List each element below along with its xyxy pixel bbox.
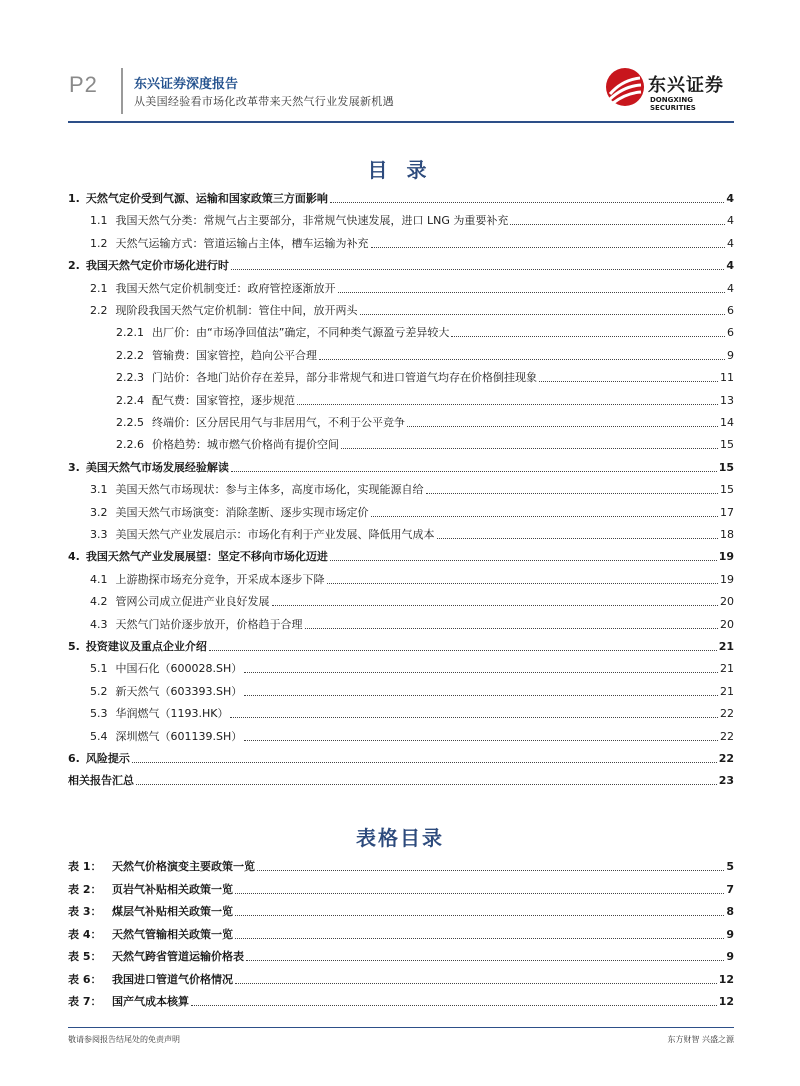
toc-entry[interactable] [68, 300, 734, 318]
toc-entry[interactable] [68, 390, 734, 408]
toc-entry[interactable] [68, 457, 734, 475]
table-toc-entry[interactable] [68, 924, 734, 942]
toc-leader-dots [272, 604, 719, 606]
toc-entry-page: 4 [726, 259, 734, 273]
toc-entry-title: 现阶段我国天然气定价机制：管住中间，放开两头 [115, 304, 358, 317]
table-toc-page: 9 [726, 927, 734, 941]
table-toc-leader-dots [235, 914, 724, 916]
table-toc-number: 表 2： [68, 882, 102, 896]
toc-leader-dots [230, 716, 718, 718]
toc-leader-dots [426, 492, 719, 494]
toc-entry-page: 21 [720, 662, 734, 676]
table-toc-entry[interactable] [68, 946, 734, 964]
toc-leader-dots [407, 425, 718, 427]
toc-entry[interactable] [68, 233, 734, 251]
table-toc-number: 表 7： [68, 995, 102, 1008]
table-toc-number: 表 1： [68, 860, 102, 873]
toc-entry-number: 4.2 [90, 595, 108, 609]
table-toc-leader-dots [191, 1004, 717, 1006]
toc-entry-title: 美国天然气市场现状：参与主体多，高度市场化，实现能源自给 [115, 483, 424, 497]
toc-entry[interactable] [68, 278, 734, 296]
table-toc-page: 7 [726, 882, 734, 896]
toc-entry-number: 2.2.4 [116, 393, 144, 407]
toc-entry-title: 美国天然气市场发展经验解读 [85, 460, 229, 474]
toc-entry-title: 相关报告汇总 [68, 774, 134, 788]
toc-entry-number: 2.2 [90, 304, 108, 317]
table-toc-leader-dots [235, 892, 724, 894]
toc-entry-page: 13 [720, 393, 734, 407]
toc-entry-page: 6 [727, 326, 734, 340]
table-toc-leader-dots [246, 959, 724, 961]
toc-leader-dots [451, 335, 725, 337]
toc-entry-page: 19 [720, 572, 734, 586]
toc-entry-number: 2.2.6 [116, 438, 144, 452]
toc-entry-title: 我国天然气分类：常规气占主要部分，非常规气快速发展，进口 LNG 为重要补充 [115, 214, 509, 228]
table-toc-page: 5 [726, 860, 734, 873]
toc-leader-dots [305, 627, 719, 629]
logo-english-name: DONGXING SECURITIES [650, 96, 696, 112]
toc-leader-dots [330, 201, 725, 203]
report-series: 东兴证券深度报告 [134, 77, 239, 92]
toc-entry[interactable] [68, 345, 734, 363]
toc-entry-title: 天然气定价受到气源、运输和国家政策三方面影响 [85, 192, 328, 205]
toc-entry[interactable] [68, 591, 734, 609]
toc-entry-title: 天然气运输方式：管道运输占主体，槽车运输为补充 [115, 236, 369, 250]
toc-leader-dots [132, 761, 717, 763]
toc-entry-title: 新天然气（603393.SH） [115, 684, 243, 698]
toc-entry-page: 15 [718, 460, 734, 474]
table-toc-title: 表格目录 [356, 826, 444, 850]
toc-leader-dots [244, 671, 718, 673]
toc-entry-title: 上游勘探市场充分竞争，开采成本逐步下降 [115, 572, 325, 586]
toc-entry-number: 4.3 [90, 617, 108, 631]
toc-leader-dots [539, 380, 718, 382]
table-toc-title: 煤层气补贴相关政策一览 [112, 905, 233, 918]
table-toc-page: 9 [726, 950, 734, 963]
toc-entry-page: 18 [720, 528, 734, 541]
toc-entry[interactable] [68, 569, 734, 587]
toc-entry-number: 5.1 [90, 662, 108, 676]
table-toc-entry[interactable] [68, 991, 734, 1009]
toc-entry-number: 1.2 [90, 236, 108, 250]
table-toc-entry[interactable] [68, 856, 734, 874]
toc-leader-dots [338, 291, 726, 293]
toc-entry-page: 4 [727, 236, 734, 250]
toc-entry[interactable] [68, 726, 734, 744]
toc-entry-number: 1.1 [90, 214, 108, 228]
toc-entry-number: 3. [68, 460, 80, 474]
header-rule [68, 121, 734, 123]
toc-entry-page: 20 [720, 595, 734, 609]
toc-entry[interactable] [68, 770, 734, 788]
toc-entry-page: 23 [718, 774, 734, 788]
toc-leader-dots [297, 403, 718, 405]
toc-entry-title: 中国石化（600028.SH） [115, 662, 243, 676]
toc-entry-number: 2.2.1 [116, 326, 144, 340]
toc-entry[interactable] [68, 681, 734, 699]
toc-entry-title: 门站价：各地门站价存在差异，部分非常规气和进口管道气均存在价格倒挂现象 [152, 371, 537, 385]
table-toc-title: 天然气价格演变主要政策一览 [112, 860, 255, 873]
toc-leader-dots [341, 447, 718, 449]
toc-leader-dots [510, 223, 725, 225]
toc-entry-title: 天然气门站价逐步放开，价格趋于合理 [115, 617, 303, 631]
toc-entry-number: 2.1 [90, 281, 108, 295]
toc-leader-dots [437, 537, 719, 539]
toc-entry-title: 美国天然气市场演变：消除垄断、逐步实现市场定价 [115, 505, 369, 519]
toc-entry[interactable] [68, 614, 734, 632]
toc-entry[interactable] [68, 524, 734, 542]
toc-entry-page: 22 [720, 729, 734, 743]
toc-entry[interactable] [68, 367, 734, 385]
toc-entry-page: 4 [727, 214, 734, 228]
toc-leader-dots [136, 783, 717, 785]
logo-chinese-name: 东兴证券 [648, 75, 724, 96]
table-toc-number: 表 3： [68, 905, 102, 918]
toc-leader-dots [330, 559, 717, 561]
toc-entry-number: 2.2.5 [116, 416, 144, 429]
table-toc-title: 天然气跨省管道运输价格表 [112, 950, 244, 963]
toc-entry-number: 5.4 [90, 729, 108, 743]
toc-entry-title: 我国天然气定价市场化进行时 [85, 259, 229, 273]
toc-entry-number: 5.2 [90, 684, 108, 698]
toc-entry-title: 我国天然气产业发展展望：坚定不移向市场化迈进 [85, 550, 328, 564]
toc-entry-page: 20 [720, 617, 734, 631]
toc-entry-title: 价格趋势：城市燃气价格尚有提价空间 [152, 438, 339, 452]
toc-entry-page: 6 [727, 304, 734, 317]
table-toc-entry[interactable] [68, 969, 734, 987]
toc-entry-number: 2.2.3 [116, 371, 144, 385]
toc-entry[interactable] [68, 546, 734, 564]
table-toc-number: 表 6： [68, 972, 102, 986]
toc-leader-dots [371, 515, 719, 517]
toc-entry-page: 14 [720, 416, 734, 429]
toc-entry-page: 21 [718, 640, 734, 653]
table-toc-page: 12 [718, 995, 734, 1008]
company-logo [604, 66, 734, 112]
table-toc-leader-dots [257, 869, 724, 871]
toc-entry-number: 2.2.2 [116, 348, 144, 362]
footer-slogan: 东方财智 兴盛之源 [667, 1035, 734, 1044]
table-toc-page: 8 [726, 905, 734, 918]
toc-entry-number: 3.1 [90, 483, 108, 497]
toc-entry-page: 15 [720, 438, 734, 452]
toc-entry[interactable] [68, 434, 734, 452]
toc-entry-title: 风险提示 [85, 752, 130, 765]
toc-entry-title: 终端价：区分居民用气与非居用气，不利于公平竞争 [152, 416, 405, 429]
report-subtitle: 从美国经验看市场化改革带来天然气行业发展新机遇 [134, 95, 394, 108]
table-toc-number: 表 5： [68, 950, 102, 963]
toc-entry-page: 22 [720, 707, 734, 721]
header-divider [121, 68, 123, 114]
toc-entry[interactable] [68, 703, 734, 721]
table-toc-entry[interactable] [68, 879, 734, 897]
toc-entry-page: 21 [720, 684, 734, 698]
toc-entry[interactable] [68, 255, 734, 273]
table-toc-entry[interactable] [68, 901, 734, 919]
toc-entry-title: 华润燃气（1193.HK） [115, 707, 229, 721]
toc-entry-page: 11 [720, 371, 734, 385]
table-toc-title: 国产气成本核算 [112, 995, 189, 1008]
toc-entry-title: 美国天然气产业发展启示：市场化有利于产业发展、降低用气成本 [115, 528, 435, 541]
toc-leader-dots [327, 582, 719, 584]
toc-leader-dots [244, 694, 718, 696]
toc-leader-dots [360, 313, 726, 315]
toc-entry-title: 深圳燃气（601139.SH） [115, 729, 243, 743]
toc-leader-dots [231, 470, 717, 472]
table-toc-number: 表 4： [68, 927, 102, 941]
toc-entry-number: 4.1 [90, 572, 108, 586]
toc-title: 目 录 [367, 158, 433, 182]
table-toc-title: 页岩气补贴相关政策一览 [112, 882, 233, 896]
toc-entry-number: 6. [68, 752, 80, 765]
toc-entry-number: 4. [68, 550, 80, 564]
logo-mark-icon [604, 66, 646, 108]
toc-leader-dots [244, 739, 718, 741]
table-toc-page: 12 [718, 972, 734, 986]
table-toc-title: 天然气管输相关政策一览 [112, 927, 233, 941]
toc-entry[interactable] [68, 748, 734, 766]
toc-entry-page: 9 [727, 348, 734, 362]
toc-leader-dots [371, 246, 726, 248]
toc-entry-page: 19 [718, 550, 734, 564]
toc-entry-number: 3.3 [90, 528, 108, 541]
toc-entry-number: 3.2 [90, 505, 108, 519]
toc-entry[interactable] [68, 210, 734, 228]
table-toc-leader-dots [235, 937, 724, 939]
toc-entry-page: 4 [726, 192, 734, 205]
toc-entry-number: 5.3 [90, 707, 108, 721]
toc-entry-title: 投资建议及重点企业介绍 [85, 640, 207, 653]
toc-entry-title: 我国天然气定价机制变迁：政府管控逐渐放开 [115, 281, 336, 295]
toc-entry[interactable] [68, 412, 734, 430]
toc-entry[interactable] [68, 322, 734, 340]
toc-entry[interactable] [68, 658, 734, 676]
toc-entry-number: 5. [68, 640, 80, 653]
table-toc-title: 我国进口管道气价格情况 [112, 972, 233, 986]
toc-entry-title: 出厂价：由“市场净回值法”确定，不同种类气源盈亏差异较大 [152, 326, 450, 340]
page-header [0, 0, 800, 125]
toc-entry-page: 15 [720, 483, 734, 497]
toc-entry[interactable] [68, 479, 734, 497]
toc-entry-number: 2. [68, 259, 80, 273]
toc-entry[interactable] [68, 636, 734, 654]
toc-entry-page: 17 [720, 505, 734, 519]
footer-rule [68, 1027, 734, 1028]
toc-entry-page: 4 [727, 281, 734, 295]
footer-disclaimer: 敬请参阅报告结尾处的免责声明 [68, 1035, 180, 1044]
toc-leader-dots [209, 649, 717, 651]
toc-entry[interactable] [68, 502, 734, 520]
toc-entry[interactable] [68, 188, 734, 206]
toc-entry-number: 1. [68, 192, 80, 205]
toc-leader-dots [231, 268, 725, 270]
toc-leader-dots [319, 358, 725, 360]
toc-entry-title: 管网公司成立促进产业良好发展 [115, 595, 270, 609]
table-toc-leader-dots [235, 982, 717, 984]
toc-entry-page: 22 [718, 752, 734, 765]
toc-entry-title: 管输费：国家管控，趋向公平合理 [152, 348, 317, 362]
page-number: P2 [69, 72, 98, 97]
toc-entry-title: 配气费：国家管控，逐步规范 [152, 393, 295, 407]
